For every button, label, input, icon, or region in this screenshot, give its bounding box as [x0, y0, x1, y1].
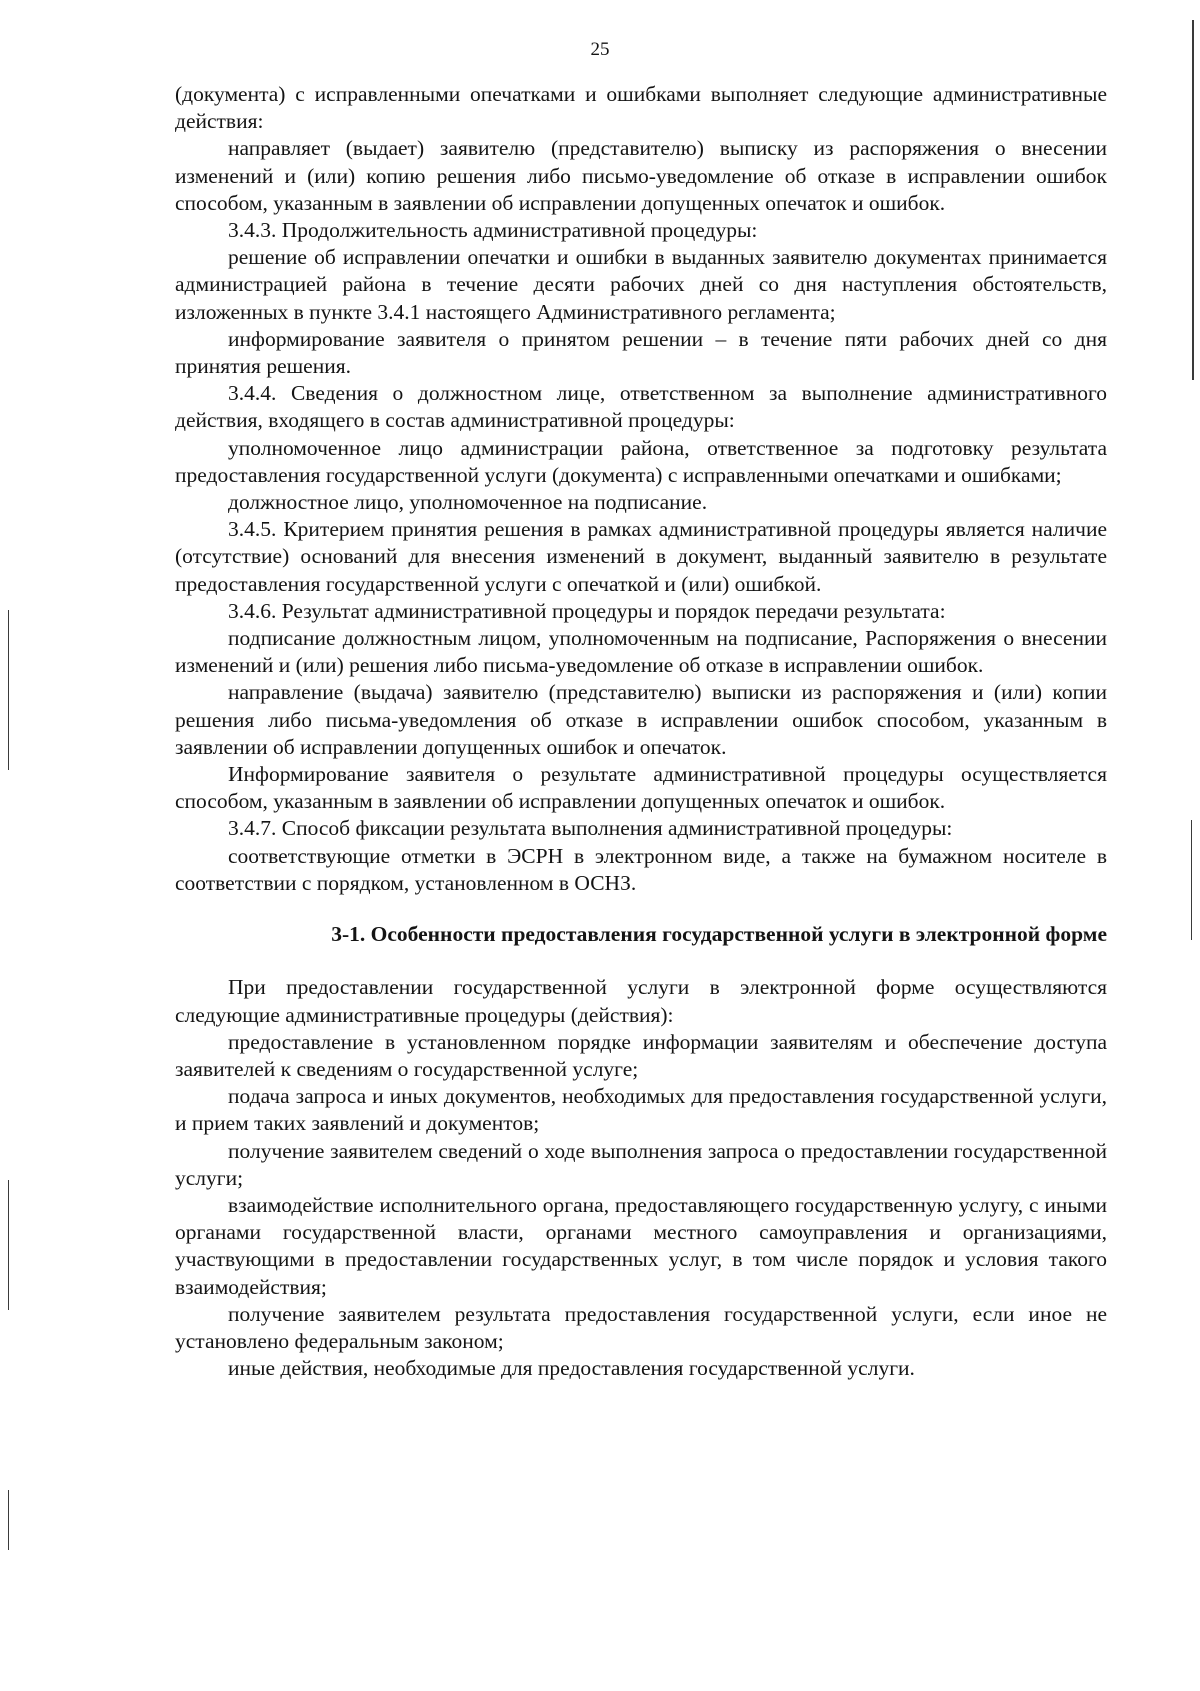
scan-edge-line-left	[8, 610, 9, 770]
paragraph: направление (выдача) заявителю (представителю) выписки из распоряжения и (или) копии решения либо письма-уведомления об отказе в исправлении ошибок способом, указанным в заявлении об исправлении допущенных ошибок и опечаток.	[175, 680, 1107, 759]
paragraph: уполномоченное лицо администрации района, ответственное за подготовку результата предоставления государственной услуги (документа) с исправленными опечатками и ошибками;	[175, 435, 1107, 487]
paragraph: 3.4.4. Сведения о должностном лице, ответственном за выполнение административного действия, входящего в состав административной процедуры:	[175, 381, 1107, 433]
paragraph: должностное лицо, уполномоченное на подписание.	[228, 490, 708, 515]
scan-edge-line-right-lower	[1191, 820, 1192, 940]
paragraph: направляет (выдает) заявителю (представителю) выписку из распоряжения о внесении изменений и (или) копию решения либо письмо-уведомление об отказе в исправлении ошибок способом, указанным в заявлении об исправлении допущенных опечаток и ошибок.	[175, 136, 1107, 215]
paragraph: подписание должностным лицом, уполномоченным на подписание, Распоряжения о внесении изменений и (или) решения либо письма-уведомление об отказе в исправлении ошибок.	[175, 626, 1107, 678]
paragraph: иные действия, необходимые для предоставления государственной услуги.	[228, 1356, 915, 1381]
paragraph: подача запроса и иных документов, необходимых для предоставления государственной услуги, и прием таких заявлений и документов;	[175, 1084, 1107, 1136]
paragraph: решение об исправлении опечатки и ошибки в выданных заявителю документах принимается администрацией района в течение десяти рабочих дней со дня наступления обстоятельств, изложенных в пункте 3.4.1 настоящего Административного регламента;	[175, 245, 1107, 324]
document-body	[175, 81, 1107, 1382]
paragraph: При предоставлении государственной услуги в электронной форме осуществляются следующие административные процедуры (действия):	[175, 975, 1107, 1027]
paragraph: получение заявителем результата предоставления государственной услуги, если иное не установлено федеральным законом;	[175, 1301, 1107, 1353]
paragraph: 3.4.3. Продолжительность административной процедуры:	[228, 218, 758, 243]
paragraph: получение заявителем сведений о ходе выполнения запроса о предоставлении государственной услуги;	[175, 1138, 1107, 1190]
scan-edge-line-right	[1192, 20, 1194, 380]
paragraph: Информирование заявителя о результате административной процедуры осуществляется способом, указанным в заявлении об исправлении допущенных опечаток и ошибок.	[175, 762, 1107, 814]
paragraph: взаимодействие исполнительного органа, предоставляющего государственную услугу, с иными органами государственной власти, органами местного самоуправления и организациями, участвующими в предоставлении государственных услуг, в том числе порядок и условия такого взаимодействия;	[175, 1192, 1107, 1299]
paragraph: (документа) с исправленными опечатками и ошибками выполняет следующие административные действия:	[175, 82, 1107, 134]
page-number: 25	[590, 39, 610, 60]
paragraph: предоставление в установленном порядке информации заявителям и обеспечение доступа заявителей к сведениям о государственной услуге;	[175, 1029, 1107, 1081]
paragraph: информирование заявителя о принятом решении – в течение пяти рабочих дней со дня принятия решения.	[175, 326, 1107, 379]
scan-edge-line-left-lower	[8, 1180, 9, 1310]
paragraph: 3.4.7. Способ фиксации результата выполнения административной процедуры:	[228, 816, 953, 841]
scan-edge-line-left-bottom	[8, 1490, 9, 1550]
paragraph: соответствующие отметки в ЭСРН в электронном виде, а также на бумажном носителе в соответствии с порядком, установленном в ОСНЗ.	[175, 843, 1107, 895]
paragraph: 3.4.5. Критерием принятия решения в рамках административной процедуры является наличие (отсутствие) оснований для внесения изменений в документ, выданный заявителю в результате предоставления государственной услуги с опечаткой и (или) ошибкой.	[175, 517, 1107, 596]
paragraph: 3.4.6. Результат административной процедуры и порядок передачи результата:	[228, 598, 946, 623]
section-heading: 3-1. Особенности предоставления государственной услуги в электронной форме	[331, 922, 1107, 947]
